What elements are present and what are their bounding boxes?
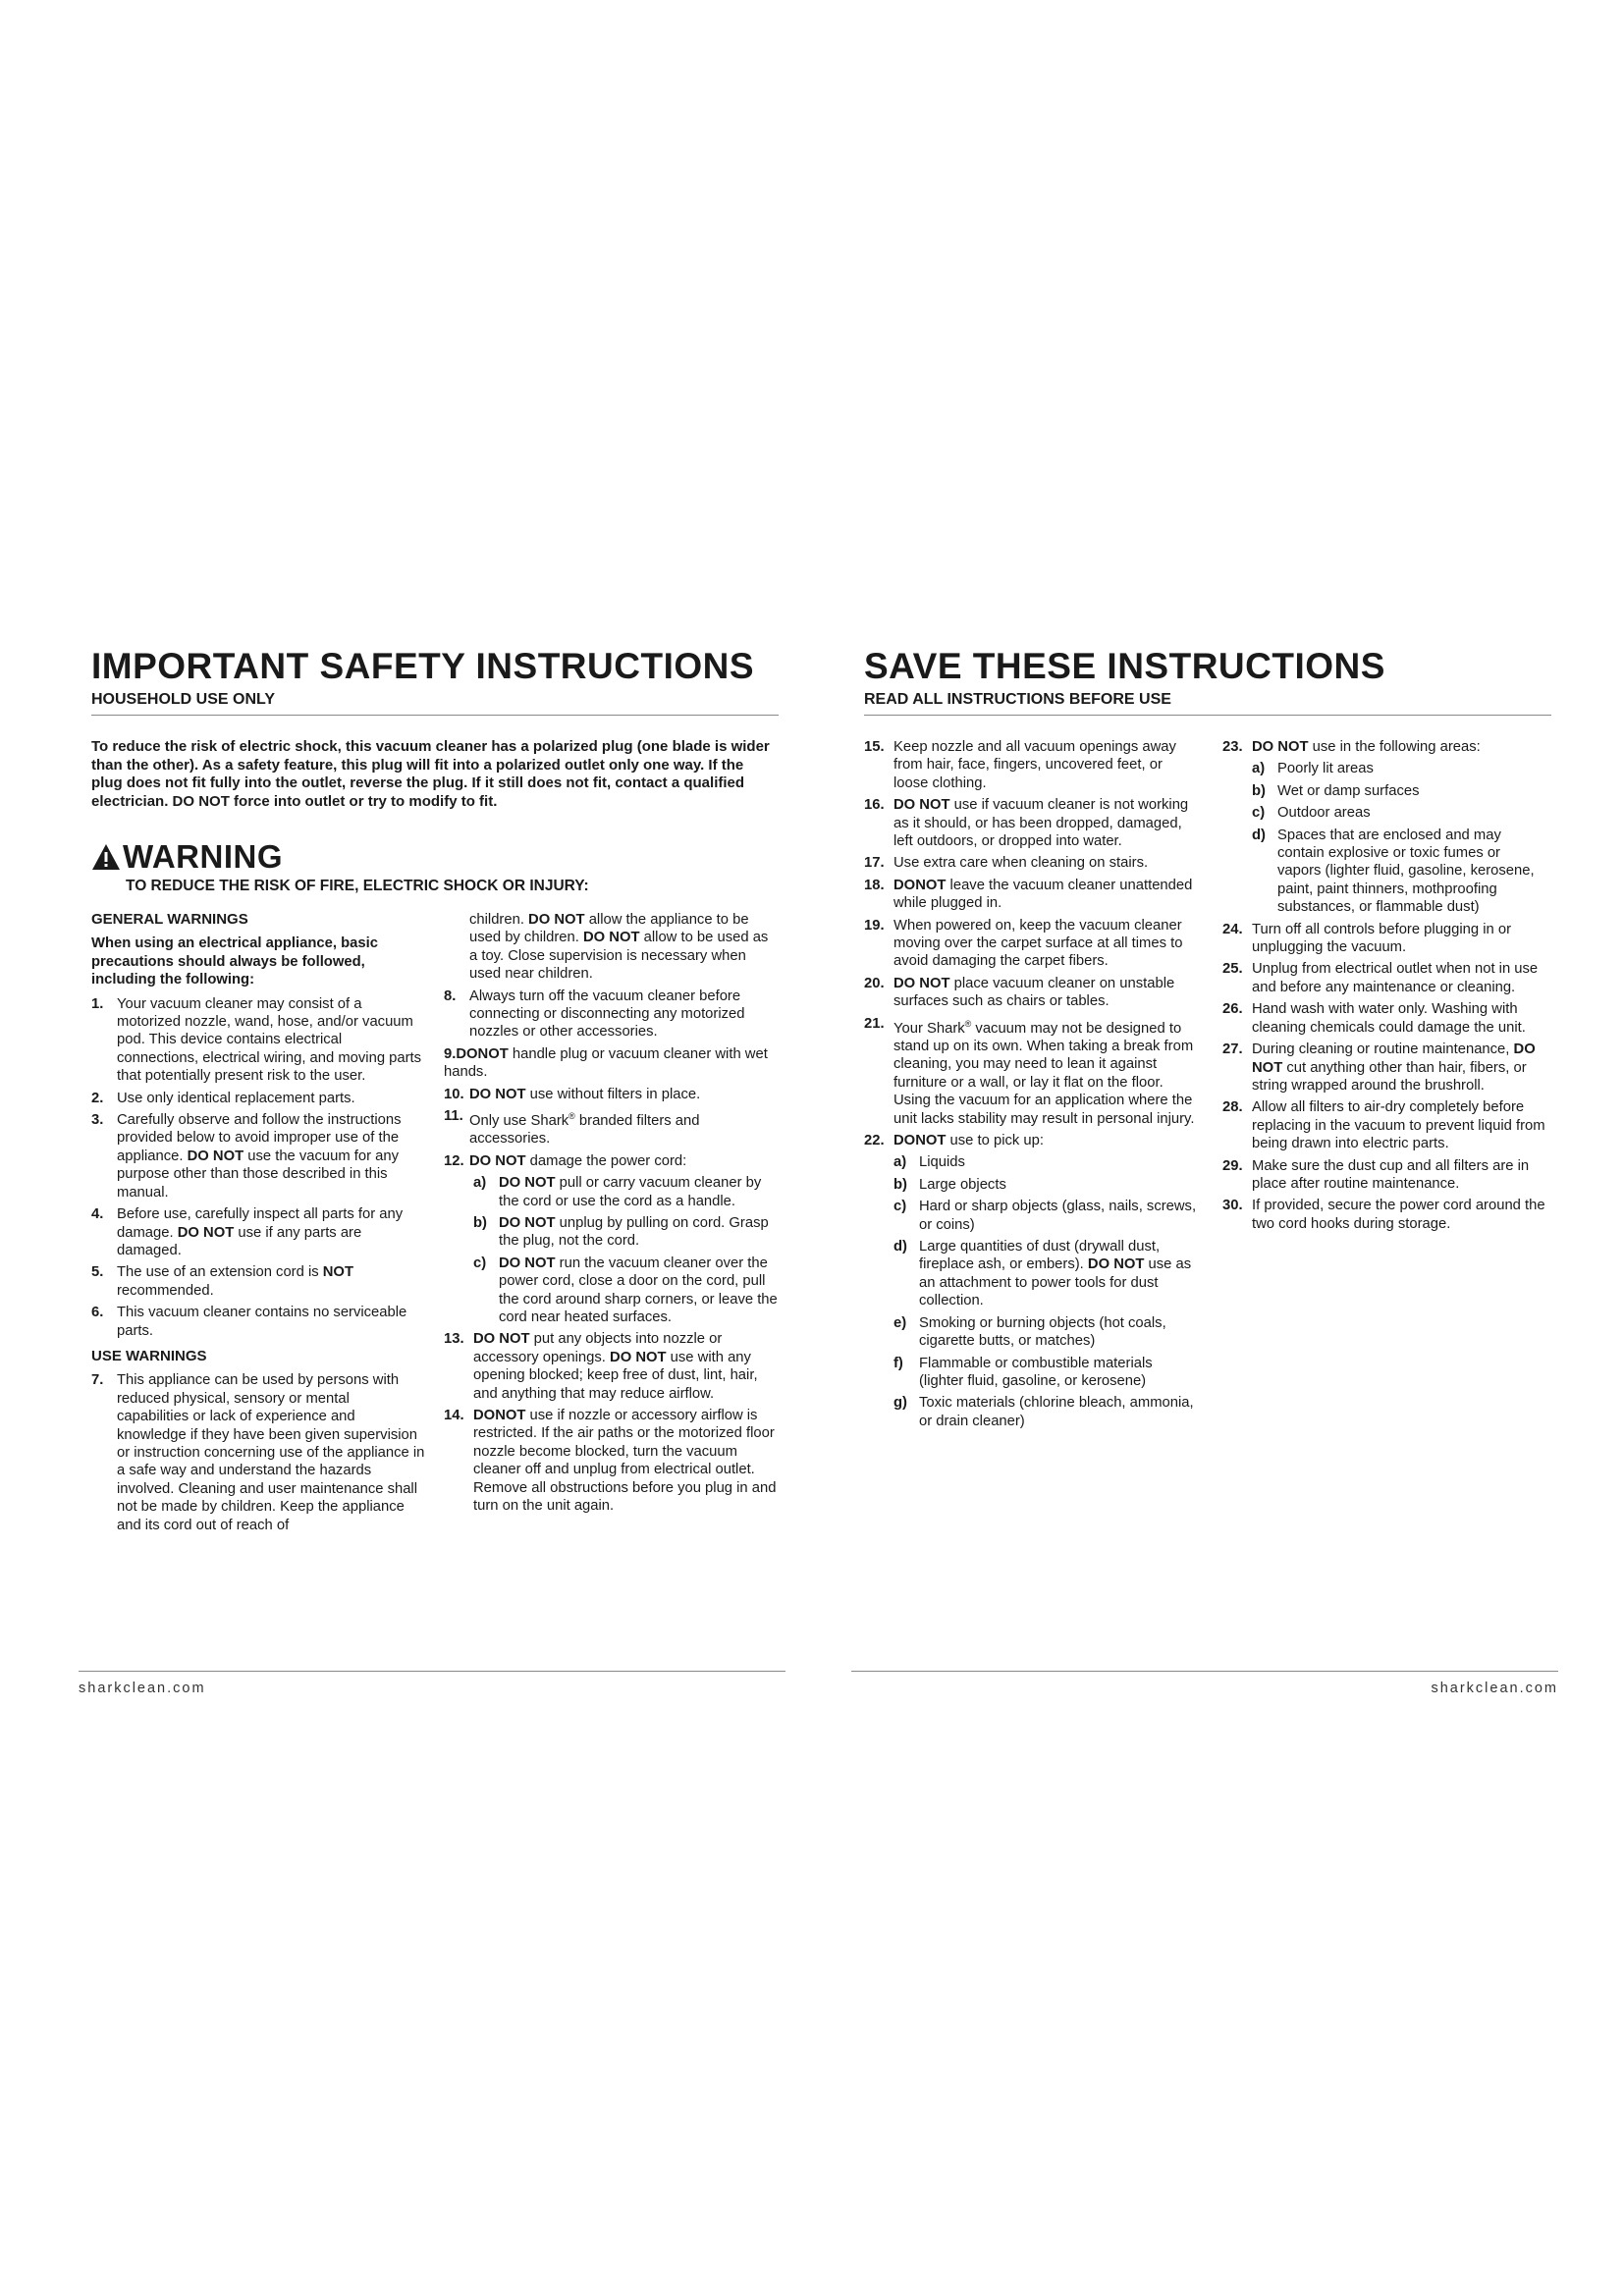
item-number: 6.	[91, 1305, 104, 1321]
item-number: 20.	[864, 975, 885, 991]
item-23-sublist	[1252, 760, 1546, 916]
item-text: Turn off all controls before plugging in or unplugging the vacuum.	[1252, 921, 1512, 956]
sub-list-item	[893, 1153, 1198, 1171]
list-item	[444, 911, 778, 984]
sub-item-text: DO NOT unplug by pulling on cord. Grasp the plug, not the cord.	[499, 1215, 769, 1250]
item-text: Hand wash with water only. Washing with cleaning chemicals could damage the unit.	[1252, 1001, 1526, 1036]
general-warnings-list	[91, 995, 425, 1340]
item-text: The use of an extension cord is NOT recommended.	[117, 1264, 353, 1299]
item-text: DO NOT damage the power cord:	[469, 1152, 687, 1169]
list-item	[444, 1407, 778, 1515]
list-item	[864, 854, 1198, 872]
sub-item-text: Smoking or burning objects (hot coals, cigarette butts, or matches)	[919, 1314, 1166, 1350]
page-subtitle: READ ALL INSTRUCTIONS BEFORE USE	[864, 691, 1171, 708]
item-number: 19.	[864, 917, 885, 934]
item-number: 8.	[444, 988, 457, 1004]
item-number: 23.	[1222, 739, 1243, 755]
sub-item-text: Large quantities of dust (drywall dust, fireplace ash, or embers). DO NOT use as an attachment to power tools for dust collection.	[919, 1239, 1192, 1309]
title-divider	[91, 715, 779, 716]
list-item	[864, 1132, 1198, 1149]
item-number: 17.	[864, 855, 885, 872]
sub-list-item	[1252, 804, 1546, 822]
sub-item-label: d)	[893, 1239, 907, 1255]
list-item	[1222, 1197, 1546, 1233]
list-item	[91, 1205, 425, 1259]
list-item	[1222, 960, 1546, 996]
list-item	[864, 796, 1198, 850]
right-column-2	[1222, 738, 1546, 1237]
sub-item-label: c)	[1252, 805, 1266, 822]
item-text: children. DO NOT allow the appliance to be used by children. DO NOT allow to be used as a toy. Close supervision is necessary when used near children.	[469, 912, 769, 983]
title-divider	[864, 715, 1551, 716]
list-item	[91, 1371, 425, 1534]
sub-list-item	[1252, 827, 1546, 917]
item-text: Before use, carefully inspect all parts for any damage. DO NOT use if any parts are damaged.	[117, 1206, 404, 1258]
item-number: 28.	[1222, 1099, 1243, 1116]
list-item	[91, 1090, 425, 1107]
item-number: 24.	[1222, 921, 1243, 937]
right-column-1	[864, 738, 1198, 1434]
item-number: 7.	[91, 1372, 104, 1389]
item-text: DO NOT use if vacuum cleaner is not working as it should, or has been dropped, damaged, left outdoors, or dropped into water.	[893, 797, 1189, 850]
item-text: Make sure the dust cup and all filters are in place after routine maintenance.	[1252, 1157, 1530, 1192]
item-number: 2.	[91, 1090, 104, 1106]
item-number: 4.	[91, 1206, 104, 1223]
sub-item-label: b)	[893, 1176, 907, 1193]
sub-item-label: b)	[1252, 782, 1266, 799]
sub-item-text: Liquids	[919, 1154, 965, 1171]
sub-item-label: g)	[893, 1395, 907, 1412]
item-text: Only use Shark® branded filters and accessories.	[469, 1111, 700, 1148]
general-warnings-header: GENERAL WARNINGS	[91, 911, 248, 928]
item-number: 10.	[444, 1086, 464, 1102]
sub-list-item	[473, 1255, 778, 1327]
list-item	[91, 1111, 425, 1201]
right-col2-list-b	[1222, 921, 1546, 1234]
sub-item-text: Hard or sharp objects (glass, nails, screws, or coins)	[919, 1199, 1197, 1233]
item-number: 29.	[1222, 1157, 1243, 1174]
item-text: DO NOT place vacuum cleaner on unstable surfaces such as chairs or tables.	[893, 975, 1175, 1010]
intro-paragraph: To reduce the risk of electric shock, this vacuum cleaner has a polarized plug (one blade is wider than the other). As a safety feature, this plug will fit into a polarized outlet only one way. If the plug does not fit fully into the outlet, reverse the plug. If it still does not fit, contact a qualified electrician. DO NOT force into outlet or try to modify to fit.	[91, 738, 770, 810]
right-col2-list	[1222, 738, 1546, 756]
sub-list-item	[893, 1176, 1198, 1194]
use-warnings-header: USE WARNINGS	[91, 1347, 207, 1364]
item-text: During cleaning or routine maintenance, DO NOT cut anything other than hair, fibers, or string wrapped around the brushroll.	[1252, 1041, 1536, 1094]
item-text: This vacuum cleaner contains no serviceable parts.	[117, 1305, 407, 1339]
list-item	[444, 1152, 778, 1170]
footer-url: sharkclean.com	[1431, 1681, 1558, 1696]
left-column-2	[444, 911, 778, 1520]
sub-item-label: b)	[473, 1215, 487, 1232]
item-number: 21.	[864, 1015, 885, 1032]
item-text: Allow all filters to air-dry completely before replacing in the vacuum to prevent liquid from being drawn into electric parts.	[1252, 1099, 1545, 1152]
item-text: Use extra care when cleaning on stairs.	[893, 855, 1149, 872]
left-col2-list	[444, 911, 778, 1170]
item-number: 25.	[1222, 961, 1243, 978]
list-item	[1222, 1041, 1546, 1095]
item-number: 16.	[864, 797, 885, 814]
item-text: DONOT leave the vacuum cleaner unattended while plugged in.	[893, 877, 1193, 912]
footer-url: sharkclean.com	[79, 1681, 206, 1696]
sub-item-label: e)	[893, 1314, 907, 1331]
sub-list-item	[893, 1198, 1198, 1234]
item-text: Keep nozzle and all vacuum openings away from hair, face, fingers, uncovered feet, or loose clothing.	[893, 739, 1176, 791]
list-item	[1222, 921, 1546, 957]
item-number: 18.	[864, 877, 885, 893]
item-number: 9.DONOT	[444, 1045, 513, 1062]
item-text: Use only identical replacement parts.	[117, 1090, 355, 1106]
list-item	[864, 1015, 1198, 1128]
sub-item-text: DO NOT pull or carry vacuum cleaner by the cord or use the cord as a handle.	[499, 1175, 762, 1209]
warning-triangle-icon	[91, 843, 121, 871]
list-item	[1222, 738, 1546, 756]
list-item	[444, 1330, 778, 1403]
warning-subheading: TO REDUCE THE RISK OF FIRE, ELECTRIC SHOCK OR INJURY:	[126, 878, 589, 894]
item-12-sublist	[473, 1174, 778, 1326]
general-warnings-lead: When using an electrical appliance, basic precautions should always be followed, including the following:	[91, 935, 378, 988]
item-text: Always turn off the vacuum cleaner before connecting or disconnecting any motorized nozzles or other accessories.	[469, 988, 745, 1041]
item-number: 1.	[91, 995, 104, 1012]
page-subtitle: HOUSEHOLD USE ONLY	[91, 691, 275, 708]
sub-list-item	[893, 1355, 1198, 1391]
sub-item-label: a)	[1252, 761, 1266, 777]
list-item	[444, 988, 778, 1041]
item-text: This appliance can be used by persons with reduced physical, sensory or mental capabilities or lack of experience and knowledge if they have been given supervision or instruction concerning use of the appliance in a safe way and understand the hazards involved. Cleaning and user maintenance shall not be made by children. Keep the appliance and its cord out of reach of	[117, 1372, 425, 1533]
use-warnings-list	[91, 1371, 425, 1534]
left-column-1	[91, 911, 425, 1538]
right-page	[851, 0, 1624, 2296]
item-text: Carefully observe and follow the instructions provided below to avoid improper use of the appliance. DO NOT use the vacuum for any purpose other than those described in this manual.	[117, 1112, 402, 1201]
sub-list-item	[1252, 760, 1546, 777]
sub-list-item	[473, 1174, 778, 1210]
left-page	[79, 0, 864, 2296]
item-number: 27.	[1222, 1041, 1243, 1058]
item-number: 14.	[444, 1408, 464, 1424]
item-number: 26.	[1222, 1001, 1243, 1018]
sub-item-label: f)	[893, 1355, 903, 1371]
item-text: If provided, secure the power cord around the two cord hooks during storage.	[1252, 1198, 1545, 1232]
item-number: 30.	[1222, 1198, 1243, 1214]
item-number: 13.	[444, 1331, 464, 1348]
right-col1-list	[864, 738, 1198, 1149]
left-col2-list-b	[444, 1330, 778, 1515]
sub-item-label: d)	[1252, 827, 1266, 843]
item-number: 3.	[91, 1112, 104, 1129]
list-item	[444, 1086, 778, 1103]
list-item	[864, 877, 1198, 913]
sub-item-text: Large objects	[919, 1176, 1006, 1193]
page-title: SAVE THESE INSTRUCTIONS	[864, 646, 1385, 686]
sub-item-text: Flammable or combustible materials (lighter fluid, gasoline, or kerosene)	[919, 1355, 1153, 1389]
item-text: Unplug from electrical outlet when not in use and before any maintenance or cleaning.	[1252, 961, 1539, 995]
list-item	[1222, 1098, 1546, 1152]
list-item	[1222, 1157, 1546, 1194]
sub-item-label: c)	[473, 1255, 487, 1271]
sub-list-item	[1252, 782, 1546, 800]
sub-item-text: Spaces that are enclosed and may contain explosive or toxic fumes or vapors (lighter fluid, gasoline, kerosene, paint, paint thinners, mothproofing substances, or flammable dust)	[1277, 827, 1535, 916]
item-text: DONOT use if nozzle or accessory airflow is restricted. If the air paths or the motorized floor nozzle become blocked, turn the vacuum cleaner off and unplug from electrical outlet. Remove all obstructions before you plug in and turn on the unit again.	[473, 1408, 777, 1515]
item-text: DO NOT put any objects into nozzle or accessory openings. DO NOT use with any opening blocked; keep free of dust, lint, hair, and anything that may reduce airflow.	[473, 1331, 758, 1402]
sub-list-item	[893, 1314, 1198, 1351]
sub-item-text: Poorly lit areas	[1277, 761, 1374, 777]
sub-item-label: c)	[893, 1199, 907, 1215]
page-title: IMPORTANT SAFETY INSTRUCTIONS	[91, 646, 755, 686]
item-text: DONOT use to pick up:	[893, 1133, 1044, 1149]
item-text: When powered on, keep the vacuum cleaner moving over the carpet surface at all times to avoid damaging the carpet fibers.	[893, 917, 1183, 970]
sub-item-text: DO NOT run the vacuum cleaner over the power cord, close a door on the cord, pull the cord around sharp corners, or leave the cord near heated surfaces.	[499, 1255, 778, 1326]
list-item	[91, 1304, 425, 1340]
item-22-sublist	[893, 1153, 1198, 1430]
list-item	[91, 1263, 425, 1300]
warning-heading	[91, 838, 283, 876]
list-item	[1222, 1000, 1546, 1037]
sub-list-item	[893, 1238, 1198, 1310]
list-item	[91, 995, 425, 1086]
item-number: 5.	[91, 1264, 104, 1281]
sub-item-label: a)	[893, 1154, 907, 1171]
item-text: Your Shark® vacuum may not be designed to stand up on its own. When taking a break from cleaning, you may need to lean it against furniture or a wall, or lay it flat on the floor. Using the vacuum for an application where the unit lacks stability may result in personal injury.	[893, 1018, 1195, 1127]
list-item	[864, 738, 1198, 792]
list-item	[444, 1045, 778, 1082]
item-number: 12.	[444, 1152, 464, 1169]
sub-item-label: a)	[473, 1175, 487, 1192]
sub-item-text: Outdoor areas	[1277, 805, 1371, 822]
item-number: 11.	[444, 1108, 463, 1125]
sub-item-text: Wet or damp surfaces	[1277, 782, 1420, 799]
item-text: DO NOT use without filters in place.	[469, 1086, 701, 1102]
item-number: 22.	[864, 1133, 885, 1149]
list-item	[444, 1107, 778, 1148]
item-text: Your vacuum cleaner may consist of a motorized nozzle, wand, hose, and/or vacuum pod. This device contains electrical connections, electrical wiring, and moving parts that potentially present risk to the user.	[117, 995, 422, 1085]
sub-list-item	[893, 1394, 1198, 1430]
list-item	[864, 975, 1198, 1011]
footer-divider	[851, 1671, 1558, 1672]
item-text: handle plug or vacuum cleaner with wet hands.	[444, 1045, 768, 1081]
sub-item-text: Toxic materials (chlorine bleach, ammonia, or drain cleaner)	[919, 1395, 1194, 1429]
footer-divider	[79, 1671, 785, 1672]
item-text: DO NOT use in the following areas:	[1252, 739, 1481, 755]
list-item	[864, 917, 1198, 971]
sub-list-item	[473, 1214, 778, 1251]
warning-label: WARNING	[123, 838, 283, 875]
item-number: 15.	[864, 739, 885, 755]
